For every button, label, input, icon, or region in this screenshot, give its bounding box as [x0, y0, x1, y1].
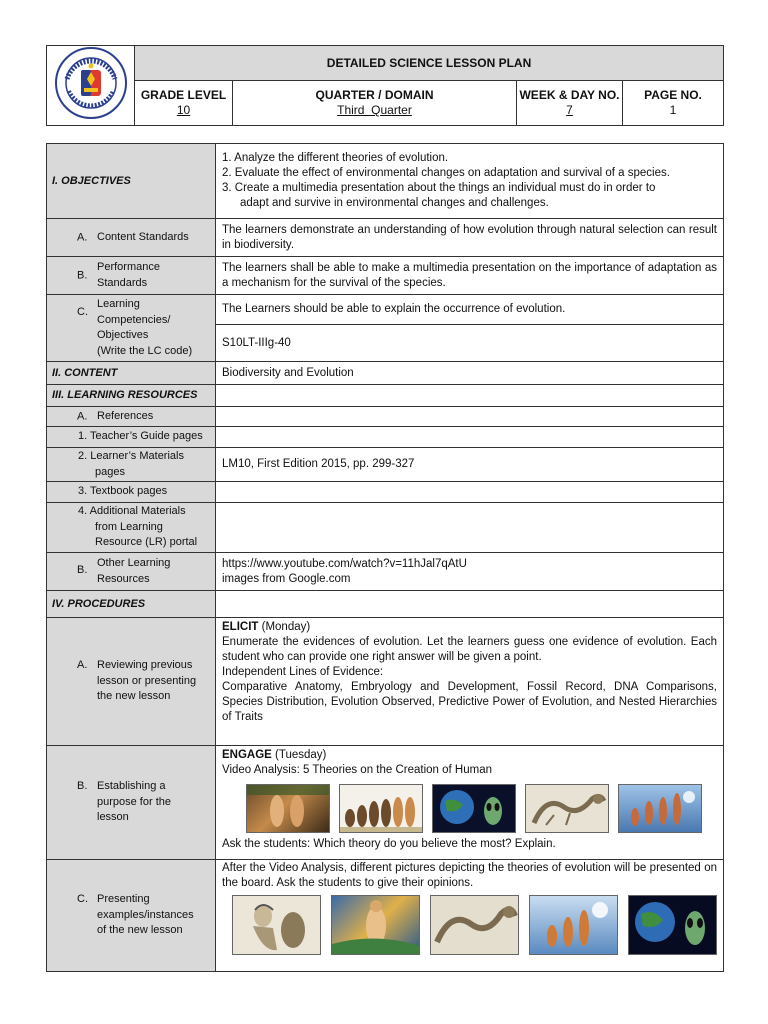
other-resources-label: Resources [97, 572, 150, 585]
other-resources-label-cell [47, 553, 216, 591]
content-text: Biodiversity and Evolution [216, 362, 724, 385]
procedure-b-label-cell [47, 746, 216, 860]
empty-cell [216, 591, 724, 618]
other-resources-label: Other Learning [97, 557, 171, 569]
row-letter: B. [77, 268, 88, 281]
row-letter: B. [77, 780, 88, 792]
alien-earth-picture [628, 895, 717, 955]
quarter-cell [233, 81, 517, 126]
procedure-a-label: Reviewing previous [97, 659, 193, 672]
quarter-value: Third Quarter [337, 103, 412, 117]
procedure-a-label: lesson or presenting [97, 674, 197, 687]
phase-day: (Tuesday) [271, 749, 327, 761]
objective-item: adapt and survive in environmental changes and challenges. [240, 197, 549, 209]
textbook-label: 3. Textbook pages [47, 482, 216, 503]
lesson-plan-header [46, 45, 724, 126]
content-heading: II. CONTENT [47, 362, 216, 385]
dragon-sketch-picture [430, 895, 519, 955]
competencies-label-line: (Write the LC code) [97, 344, 193, 357]
resources-heading: III. LEARNING RESOURCES [47, 385, 216, 407]
plan-title: DETAILED SCIENCE LESSON PLAN [135, 46, 724, 81]
additional-materials-label-cell [47, 503, 216, 553]
procedure-b-question: Ask the students: Which theory do you believe the most? Explain. [222, 838, 556, 850]
procedure-b-label: purpose for the [97, 795, 171, 808]
phase-engage: ENGAGE [222, 749, 272, 761]
page-value: 1 [669, 103, 677, 117]
evolution-timeline-thumbnail [618, 784, 702, 833]
row-letter: A. [77, 659, 88, 671]
phase-elicit: ELICIT [222, 621, 259, 633]
learners-materials-label: 2. Learner’s Materials [78, 450, 184, 462]
procedures-heading: IV. PROCEDURES [47, 591, 216, 618]
row-letter: A. [77, 409, 88, 422]
learners-materials-label-cell [47, 448, 216, 482]
learners-materials-label: pages [95, 465, 125, 478]
competencies-label-line: Learning [97, 298, 140, 310]
procedure-c-text: After the Video Analysis, different pictures depicting the theories of evolution will be presented on the board. Ask the students to give their opinions. [222, 862, 717, 889]
procedure-b-label: Establishing a [97, 780, 166, 793]
empty-cell [216, 385, 724, 407]
content-standards-label-cell [47, 219, 216, 257]
phase-day: (Monday) [258, 621, 311, 633]
evolution-pictures-strip [222, 891, 717, 959]
content-standards-label: Content Standards [97, 230, 189, 243]
competencies-label-line: Competencies/ [97, 313, 171, 326]
alien-earth-thumbnail [432, 784, 516, 833]
procedure-a-text: Enumerate the evidences of evolution. Let the learners guess one evidence of evolution. Each student who can provide one right answer will be given a point. [222, 636, 717, 663]
week-value: 7 [566, 103, 573, 117]
lc-code: S10LT-IIIg-40 [216, 325, 724, 362]
week-cell [517, 81, 623, 126]
performance-standards-label-cell [47, 257, 216, 295]
procedure-c-label: of the new lesson [97, 924, 183, 937]
deped-seal-cell [47, 46, 135, 126]
video-thumbnail-strip [222, 778, 717, 837]
empty-cell [216, 407, 724, 427]
procedure-b-label: lesson [97, 811, 129, 824]
objectives-list [216, 144, 724, 219]
genesis-painting-picture [331, 895, 420, 955]
procedure-b-content [216, 746, 724, 860]
grade-level-cell [135, 81, 233, 126]
performance-standards-text: The learners shall be able to make a multimedia presentation on the importance of adaptation as a mechanism for the survival of the species. [216, 257, 724, 295]
row-letter: C. [77, 306, 88, 318]
dragon-sketch-thumbnail [525, 784, 609, 833]
lesson-plan-table [46, 143, 724, 972]
deped-seal-icon [54, 46, 128, 120]
evolution-stages-picture [529, 895, 618, 955]
row-letter: B. [77, 564, 88, 576]
empty-cell [216, 503, 724, 553]
references-label-cell [47, 407, 216, 427]
competencies-text: The Learners should be able to explain the occurrence of evolution. [216, 295, 724, 325]
content-standards-text: The learners demonstrate an understanding of how evolution through natural selection can result in biodiversity. [216, 219, 724, 257]
objective-item: 2. Evaluate the effect of environmental changes on adaptation and survival of a species. [222, 167, 670, 179]
video-link[interactable]: https://www.youtube.com/watch?v=11hJal7qAtU [222, 557, 467, 570]
grade-level-value: 10 [176, 103, 191, 117]
week-label: WEEK & DAY NO. [519, 88, 620, 102]
procedure-c-label-cell [47, 860, 216, 972]
procedure-a-content [216, 618, 724, 746]
procedure-c-label: Presenting [97, 893, 150, 906]
darwin-sketch-picture [232, 895, 321, 955]
page-cell [623, 81, 724, 126]
row-letter: C. [77, 893, 88, 905]
additional-materials-label: Resource (LR) portal [95, 536, 198, 549]
objective-item: 3. Create a multimedia presentation about the things an individual must do in order to [222, 182, 656, 194]
grade-level-label: GRADE LEVEL [140, 88, 227, 102]
references-label: References [97, 409, 154, 422]
procedure-c-label: examples/instances [97, 908, 194, 921]
objectives-heading: I. OBJECTIVES [47, 144, 216, 219]
empty-cell [216, 482, 724, 503]
objective-item: 1. Analyze the different theories of evolution. [222, 152, 449, 164]
additional-materials-label: 4. Additional Materials [78, 505, 186, 518]
empty-cell [216, 427, 724, 448]
row-letter: A. [77, 230, 88, 243]
performance-standards-label: Performance Standards [97, 261, 160, 289]
procedure-c-content [216, 860, 724, 972]
learners-materials-text: LM10, First Edition 2015, pp. 299-327 [216, 448, 724, 482]
procedure-a-text: Independent Lines of Evidence: [222, 666, 384, 678]
procedure-a-label-cell [47, 618, 216, 746]
quarter-label: QUARTER / DOMAIN [315, 88, 434, 102]
other-resources-cell [216, 553, 724, 591]
teachers-guide-label: 1. Teacher’s Guide pages [47, 427, 216, 448]
competencies-label-cell [47, 295, 216, 362]
procedure-a-label: the new lesson [97, 690, 171, 703]
march-of-progress-thumbnail [339, 784, 423, 833]
adam-eve-thumbnail [246, 784, 330, 833]
competencies-label-line: Objectives [97, 329, 149, 341]
procedure-b-text: Video Analysis: 5 Theories on the Creation of Human [222, 764, 492, 776]
page-label: PAGE NO. [644, 88, 702, 102]
images-source: images from Google.com [222, 572, 351, 585]
additional-materials-label: from Learning [95, 520, 163, 533]
procedure-a-text: Comparative Anatomy, Embryology and Development, Fossil Record, DNA Comparisons, Species Distribution, Evolution Observed, Predictive Power of Evolution, and Nested Hierarchies of Traits [222, 681, 717, 723]
